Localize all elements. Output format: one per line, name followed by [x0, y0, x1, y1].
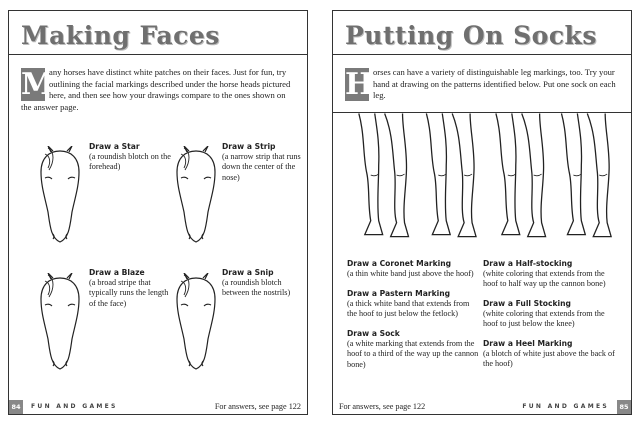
page-number: 84 — [9, 400, 23, 414]
horse-head-illustration — [31, 146, 89, 246]
title-rule — [333, 54, 631, 55]
page-footer — [9, 400, 307, 414]
marking-heading: Draw a Coronet Marking — [347, 259, 452, 268]
marking-instruction — [347, 259, 479, 279]
marking-heading: Draw a Sock — [347, 329, 400, 338]
section-name: FUN AND GAMES — [31, 403, 118, 410]
marking-heading: Draw a Full Stocking — [483, 299, 571, 308]
instruction-description: (a broad stripe that typically runs the length of the face) — [89, 278, 169, 308]
marking-description: (a blotch of white just above the back of the hoof) — [483, 349, 615, 369]
marking-instruction — [347, 289, 479, 320]
marking-description: (a white marking that extends from the hoof to a third of the way up the cannon bone) — [347, 339, 479, 369]
instruction-heading: Draw a Strip — [222, 142, 276, 151]
instruction-strip — [222, 142, 304, 183]
horse-head-illustration — [167, 273, 225, 373]
marking-description: (white coloring that extends from the hoof to just below the knee) — [483, 309, 605, 329]
marking-instruction — [347, 329, 479, 370]
instruction-blaze — [89, 268, 171, 309]
page-footer — [333, 400, 631, 414]
horse-head-illustration — [31, 273, 89, 373]
intro-text: any horses have distinct white patches on their faces. Just for fun, try outlining the facial markings described under the horse heads pictured here, and then see how your drawings compare to the ones shown on the answer page. — [21, 67, 291, 112]
instruction-star — [89, 142, 171, 173]
marking-instruction — [483, 339, 615, 370]
marking-description: (a thin white band just above the hoof) — [347, 269, 474, 279]
drop-cap: M — [21, 67, 55, 102]
instruction-heading: Draw a Star — [89, 142, 140, 151]
instruction-description: (a roundish blotch between the nostrils) — [222, 278, 291, 298]
marking-heading: Draw a Heel Marking — [483, 339, 573, 348]
instruction-description: (a narrow strip that runs down the center of the nose) — [222, 152, 301, 182]
title-rule — [9, 54, 307, 55]
instruction-description: (a roundish blotch on the forehead) — [89, 152, 171, 172]
instruction-heading: Draw a Snip — [222, 268, 274, 277]
drop-cap: H — [345, 67, 374, 102]
marking-description: (a thick white band that extends from the hoof to just below the fetlock) — [347, 299, 470, 319]
left-page — [8, 10, 308, 415]
intro-paragraph — [345, 67, 621, 102]
intro-text: orses can have a variety of distinguishable leg markings, too. Try your hand at drawing on the patterns identified below. Put one sock on each leg. — [373, 67, 616, 100]
section-name: FUN AND GAMES — [522, 403, 609, 410]
marking-heading: Draw a Pastern Marking — [347, 289, 451, 298]
marking-instruction — [483, 299, 615, 330]
page-title: Putting On Socks — [345, 21, 597, 50]
marking-description: (white coloring that extends from the hoof to half way up the cannon bone) — [483, 269, 606, 289]
instruction-snip — [222, 268, 304, 299]
marking-instruction — [483, 259, 615, 290]
answers-reference: For answers, see page 122 — [214, 402, 301, 411]
horse-head-illustration — [167, 146, 225, 246]
marking-heading: Draw a Half-stocking — [483, 259, 573, 268]
instruction-heading: Draw a Blaze — [89, 268, 145, 277]
horse-legs-illustration — [333, 112, 631, 249]
answers-reference: For answers, see page 122 — [339, 402, 426, 411]
page-title: Making Faces — [21, 21, 220, 50]
right-page — [332, 10, 632, 415]
intro-paragraph — [21, 67, 297, 113]
page-number: 85 — [617, 400, 631, 414]
